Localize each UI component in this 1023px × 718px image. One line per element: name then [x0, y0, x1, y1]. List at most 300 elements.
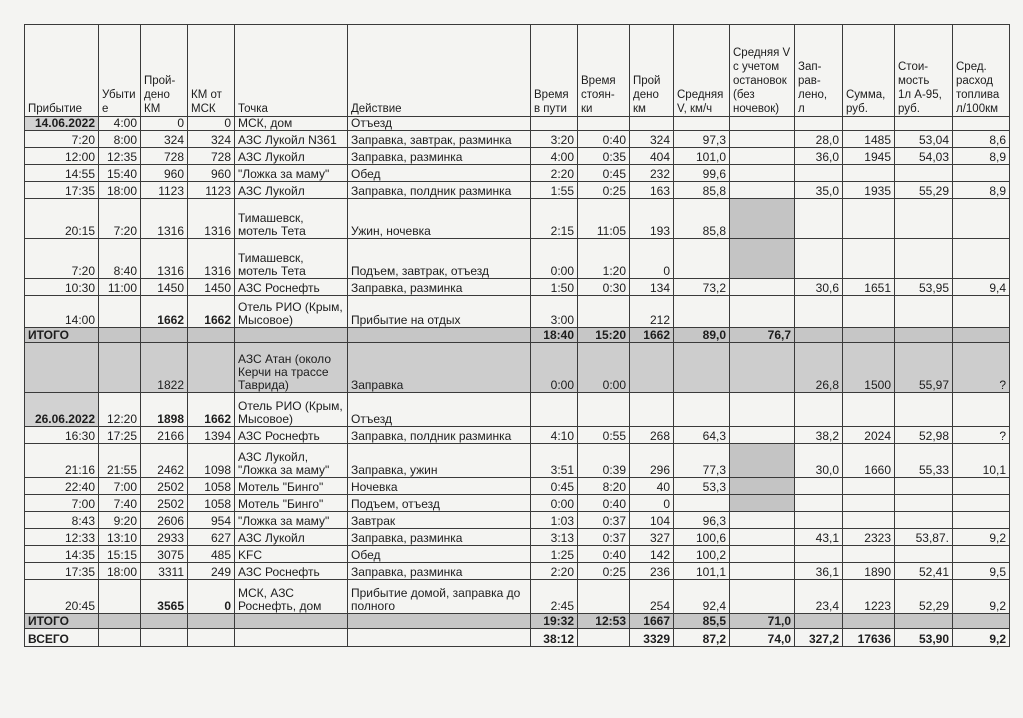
cell-leg-km: 104	[630, 512, 674, 529]
cell-price-per-liter: 54,03	[895, 148, 953, 165]
cell-stop-time: 11:05	[578, 199, 630, 239]
cell-avg-speed: 99,6	[674, 165, 730, 182]
cell-leg-km: 0	[630, 239, 674, 279]
cell-point: АЗС Лукойл	[235, 182, 348, 199]
cell-km-from-msk: 1450	[188, 279, 235, 296]
cell-fuel-consumption	[953, 546, 1010, 563]
cell-arrival: 8:43	[25, 512, 99, 529]
cell-km-traveled: 1662	[141, 296, 188, 328]
cell-fuel-consumption: 9,4	[953, 279, 1010, 296]
col-header-travel-time: Время в пути	[531, 25, 578, 117]
cell-km-from-msk	[188, 629, 235, 647]
cell-fuel-consumption: 9,5	[953, 563, 1010, 580]
cell-travel-time: 2:15	[531, 199, 578, 239]
cell-km-from-msk: 0	[188, 580, 235, 614]
cell-point: АЗС Роснефть	[235, 563, 348, 580]
cell-action: Обед	[348, 546, 531, 563]
cell-fuel-consumption: 8,9	[953, 148, 1010, 165]
cell-arrival: 17:35	[25, 563, 99, 580]
cell-price-per-liter: 52,29	[895, 580, 953, 614]
cell-departure: 17:25	[99, 427, 141, 444]
cell-avg-speed-with-stops	[730, 165, 795, 182]
cell-km-traveled: 2166	[141, 427, 188, 444]
cell-avg-speed: 97,3	[674, 131, 730, 148]
cell-refueled: 30,0	[795, 444, 843, 478]
cell-action: Завтрак	[348, 512, 531, 529]
cell-stop-time: 0:30	[578, 279, 630, 296]
cell-stop-time: 0:40	[578, 131, 630, 148]
cell-leg-km: 40	[630, 478, 674, 495]
cell-fuel-consumption	[953, 296, 1010, 328]
cell-avg-speed: 100,2	[674, 546, 730, 563]
cell-avg-speed: 89,0	[674, 328, 730, 343]
cell-sum	[843, 546, 895, 563]
table-row	[25, 427, 1010, 444]
cell-point: АЗС Лукойл, "Ложка за маму"	[235, 444, 348, 478]
cell-avg-speed-with-stops	[730, 393, 795, 427]
cell-action: Подъем, отъезд	[348, 495, 531, 512]
cell-price-per-liter	[895, 393, 953, 427]
cell-avg-speed: 87,2	[674, 629, 730, 647]
cell-avg-speed: 100,6	[674, 529, 730, 546]
cell-avg-speed-with-stops	[730, 131, 795, 148]
cell-km-from-msk: 324	[188, 131, 235, 148]
cell-travel-time: 0:00	[531, 495, 578, 512]
cell-avg-speed: 85,8	[674, 182, 730, 199]
cell-point: "Ложка за маму"	[235, 512, 348, 529]
col-header-fuel-consumption: Сред. расход топлива л/100км	[953, 25, 1010, 117]
cell-action: Ночевка	[348, 478, 531, 495]
cell-leg-km: 193	[630, 199, 674, 239]
table-row	[25, 165, 1010, 182]
cell-price-per-liter: 53,87.	[895, 529, 953, 546]
cell-km-traveled: 2606	[141, 512, 188, 529]
cell-avg-speed-with-stops	[730, 296, 795, 328]
table-row	[25, 563, 1010, 580]
cell-fuel-consumption: ?	[953, 343, 1010, 393]
cell-arrival: 16:30	[25, 427, 99, 444]
cell-stop-time: 0:37	[578, 512, 630, 529]
cell-leg-km: 142	[630, 546, 674, 563]
cell-refueled	[795, 199, 843, 239]
cell-arrival: 14:55	[25, 165, 99, 182]
cell-km-from-msk	[188, 614, 235, 629]
cell-avg-speed-with-stops	[730, 512, 795, 529]
cell-fuel-consumption	[953, 165, 1010, 182]
cell-km-from-msk	[188, 328, 235, 343]
cell-departure	[99, 614, 141, 629]
cell-avg-speed-with-stops	[730, 444, 795, 478]
col-header-arrival: Прибытие	[25, 25, 99, 117]
cell-price-per-liter: 55,97	[895, 343, 953, 393]
cell-refueled	[795, 478, 843, 495]
cell-action: Заправка, разминка	[348, 563, 531, 580]
cell-arrival	[25, 343, 99, 393]
cell-fuel-consumption: ?	[953, 427, 1010, 444]
cell-action: Заправка	[348, 343, 531, 393]
cell-refueled	[795, 165, 843, 182]
cell-refueled	[795, 117, 843, 131]
cell-km-traveled: 1450	[141, 279, 188, 296]
cell-action	[348, 629, 531, 647]
cell-km-from-msk: 485	[188, 546, 235, 563]
table-row	[25, 546, 1010, 563]
cell-km-traveled: 324	[141, 131, 188, 148]
cell-action: Заправка, завтрак, разминка	[348, 131, 531, 148]
col-header-km-traveled: Прой- дено КМ	[141, 25, 188, 117]
cell-km-traveled: 1316	[141, 239, 188, 279]
col-header-leg-km: Прой дено км	[630, 25, 674, 117]
cell-refueled: 327,2	[795, 629, 843, 647]
cell-point: АЗС Роснефть	[235, 427, 348, 444]
cell-travel-time: 2:20	[531, 563, 578, 580]
table-row	[25, 512, 1010, 529]
cell-travel-time	[531, 393, 578, 427]
trip-log-table	[24, 24, 1010, 647]
cell-stop-time: 12:53	[578, 614, 630, 629]
cell-avg-speed-with-stops: 76,7	[730, 328, 795, 343]
table-row	[25, 328, 1010, 343]
cell-sum: 1890	[843, 563, 895, 580]
cell-arrival: 7:20	[25, 131, 99, 148]
cell-action	[348, 328, 531, 343]
cell-km-from-msk: 1058	[188, 478, 235, 495]
cell-km-traveled: 2462	[141, 444, 188, 478]
cell-departure: 9:20	[99, 512, 141, 529]
cell-arrival: 12:00	[25, 148, 99, 165]
table-row	[25, 444, 1010, 478]
cell-stop-time: 0:55	[578, 427, 630, 444]
cell-sum: 1651	[843, 279, 895, 296]
cell-leg-km: 212	[630, 296, 674, 328]
cell-fuel-consumption: 9,2	[953, 580, 1010, 614]
cell-stop-time: 0:35	[578, 148, 630, 165]
cell-leg-km: 268	[630, 427, 674, 444]
cell-action: Заправка, разминка	[348, 148, 531, 165]
cell-travel-time: 0:45	[531, 478, 578, 495]
cell-arrival: ИТОГО	[25, 614, 99, 629]
cell-action: Прибытие на отдых	[348, 296, 531, 328]
cell-departure: 12:35	[99, 148, 141, 165]
table-row	[25, 117, 1010, 131]
cell-stop-time: 0:00	[578, 343, 630, 393]
cell-refueled: 28,0	[795, 131, 843, 148]
table-row	[25, 495, 1010, 512]
cell-avg-speed: 85,8	[674, 199, 730, 239]
cell-fuel-consumption	[953, 239, 1010, 279]
cell-refueled	[795, 546, 843, 563]
cell-point: Тимашевск, мотель Тета	[235, 199, 348, 239]
cell-travel-time: 18:40	[531, 328, 578, 343]
cell-avg-speed	[674, 117, 730, 131]
cell-sum: 1935	[843, 182, 895, 199]
cell-stop-time: 0:39	[578, 444, 630, 478]
cell-sum	[843, 165, 895, 182]
cell-departure: 15:15	[99, 546, 141, 563]
cell-departure	[99, 328, 141, 343]
cell-km-from-msk: 1662	[188, 393, 235, 427]
cell-stop-time	[578, 580, 630, 614]
col-header-km-from-msk: КМ от МСК	[188, 25, 235, 117]
cell-arrival: 14:35	[25, 546, 99, 563]
cell-refueled	[795, 393, 843, 427]
cell-sum	[843, 328, 895, 343]
table-row	[25, 580, 1010, 614]
cell-avg-speed: 85,5	[674, 614, 730, 629]
cell-avg-speed	[674, 495, 730, 512]
cell-avg-speed	[674, 343, 730, 393]
cell-departure: 8:40	[99, 239, 141, 279]
cell-leg-km: 324	[630, 131, 674, 148]
cell-arrival: 20:15	[25, 199, 99, 239]
cell-price-per-liter	[895, 199, 953, 239]
cell-stop-time: 1:20	[578, 239, 630, 279]
cell-sum	[843, 296, 895, 328]
cell-fuel-consumption	[953, 512, 1010, 529]
cell-sum: 1485	[843, 131, 895, 148]
cell-departure	[99, 580, 141, 614]
cell-price-per-liter	[895, 512, 953, 529]
cell-refueled	[795, 614, 843, 629]
cell-km-traveled: 0	[141, 117, 188, 131]
cell-price-per-liter: 53,95	[895, 279, 953, 296]
cell-sum: 1500	[843, 343, 895, 393]
cell-stop-time: 0:40	[578, 495, 630, 512]
cell-travel-time: 38:12	[531, 629, 578, 647]
cell-leg-km: 254	[630, 580, 674, 614]
cell-km-traveled: 728	[141, 148, 188, 165]
table-row	[25, 343, 1010, 393]
cell-km-from-msk: 627	[188, 529, 235, 546]
cell-price-per-liter	[895, 614, 953, 629]
cell-point: Мотель "Бинго"	[235, 495, 348, 512]
col-header-price-per-liter: Стои- мость 1л А-95, руб.	[895, 25, 953, 117]
cell-travel-time: 1:25	[531, 546, 578, 563]
cell-point	[235, 328, 348, 343]
cell-price-per-liter: 53,90	[895, 629, 953, 647]
cell-sum	[843, 614, 895, 629]
cell-point: "Ложка за маму"	[235, 165, 348, 182]
table-row	[25, 131, 1010, 148]
cell-avg-speed-with-stops	[730, 427, 795, 444]
col-header-stop-time: Время стоян- ки	[578, 25, 630, 117]
cell-refueled	[795, 512, 843, 529]
cell-avg-speed-with-stops	[730, 546, 795, 563]
cell-avg-speed-with-stops	[730, 478, 795, 495]
cell-departure: 7:40	[99, 495, 141, 512]
cell-action: Заправка, полдник разминка	[348, 427, 531, 444]
cell-travel-time: 19:32	[531, 614, 578, 629]
cell-fuel-consumption	[953, 478, 1010, 495]
col-header-sum: Сумма, руб.	[843, 25, 895, 117]
cell-km-traveled: 960	[141, 165, 188, 182]
col-header-refueled: Зап- рав- лено, л	[795, 25, 843, 117]
cell-km-traveled: 2502	[141, 495, 188, 512]
cell-point: Тимашевск, мотель Тета	[235, 239, 348, 279]
cell-leg-km	[630, 343, 674, 393]
cell-km-from-msk: 1058	[188, 495, 235, 512]
cell-price-per-liter	[895, 117, 953, 131]
cell-km-from-msk: 1123	[188, 182, 235, 199]
cell-departure: 7:00	[99, 478, 141, 495]
col-header-point: Точка	[235, 25, 348, 117]
cell-travel-time: 0:00	[531, 343, 578, 393]
cell-fuel-consumption: 9,2	[953, 529, 1010, 546]
cell-fuel-consumption: 8,6	[953, 131, 1010, 148]
cell-travel-time: 3:51	[531, 444, 578, 478]
cell-price-per-liter	[895, 239, 953, 279]
cell-leg-km: 404	[630, 148, 674, 165]
cell-sum	[843, 239, 895, 279]
cell-action: Подъем, завтрак, отъезд	[348, 239, 531, 279]
col-header-avg-speed-with-stops: Средняя V с учетом остановок (без ночевок)	[730, 25, 795, 117]
cell-leg-km: 134	[630, 279, 674, 296]
cell-fuel-consumption: 9,2	[953, 629, 1010, 647]
cell-avg-speed-with-stops	[730, 148, 795, 165]
col-header-avg-speed: Средняя V, км/ч	[674, 25, 730, 117]
cell-travel-time: 1:55	[531, 182, 578, 199]
cell-km-from-msk: 1662	[188, 296, 235, 328]
cell-travel-time: 4:00	[531, 148, 578, 165]
cell-point: Отель РИО (Крым, Мысовое)	[235, 393, 348, 427]
cell-action: Прибытие домой, заправка до полного	[348, 580, 531, 614]
cell-travel-time: 0:00	[531, 239, 578, 279]
cell-km-traveled: 2502	[141, 478, 188, 495]
cell-arrival: 26.06.2022	[25, 393, 99, 427]
cell-km-traveled: 2933	[141, 529, 188, 546]
table-row	[25, 529, 1010, 546]
cell-sum: 1945	[843, 148, 895, 165]
cell-km-traveled: 1822	[141, 343, 188, 393]
cell-price-per-liter	[895, 495, 953, 512]
cell-stop-time: 0:25	[578, 182, 630, 199]
cell-arrival: 21:16	[25, 444, 99, 478]
cell-price-per-liter	[895, 165, 953, 182]
cell-arrival: ИТОГО	[25, 328, 99, 343]
cell-sum: 2323	[843, 529, 895, 546]
cell-km-from-msk	[188, 343, 235, 393]
col-header-departure: Убыти е	[99, 25, 141, 117]
cell-sum	[843, 512, 895, 529]
cell-price-per-liter: 55,29	[895, 182, 953, 199]
cell-travel-time: 4:10	[531, 427, 578, 444]
cell-travel-time: 1:03	[531, 512, 578, 529]
cell-point: АЗС Лукойл N361	[235, 131, 348, 148]
cell-avg-speed-with-stops	[730, 580, 795, 614]
cell-arrival: 22:40	[25, 478, 99, 495]
cell-km-from-msk: 1098	[188, 444, 235, 478]
cell-arrival: 7:20	[25, 239, 99, 279]
cell-avg-speed-with-stops	[730, 495, 795, 512]
cell-point: МСК, дом	[235, 117, 348, 131]
cell-leg-km: 3329	[630, 629, 674, 647]
cell-departure: 4:00	[99, 117, 141, 131]
cell-price-per-liter: 52,41	[895, 563, 953, 580]
cell-departure: 21:55	[99, 444, 141, 478]
table-row	[25, 148, 1010, 165]
cell-km-traveled: 3075	[141, 546, 188, 563]
cell-price-per-liter: 55,33	[895, 444, 953, 478]
cell-km-from-msk: 954	[188, 512, 235, 529]
cell-action: Заправка, полдник разминка	[348, 182, 531, 199]
cell-travel-time: 1:50	[531, 279, 578, 296]
cell-refueled	[795, 296, 843, 328]
cell-arrival: 7:00	[25, 495, 99, 512]
cell-leg-km	[630, 117, 674, 131]
cell-arrival: 14:00	[25, 296, 99, 328]
cell-fuel-consumption	[953, 393, 1010, 427]
cell-point: МСК, АЗС Роснефть, дом	[235, 580, 348, 614]
cell-sum	[843, 393, 895, 427]
cell-stop-time	[578, 117, 630, 131]
cell-departure: 12:20	[99, 393, 141, 427]
cell-travel-time: 3:20	[531, 131, 578, 148]
cell-stop-time: 8:20	[578, 478, 630, 495]
cell-sum: 1660	[843, 444, 895, 478]
cell-leg-km: 163	[630, 182, 674, 199]
cell-price-per-liter	[895, 478, 953, 495]
cell-refueled: 36,1	[795, 563, 843, 580]
cell-arrival: ВСЕГО	[25, 629, 99, 647]
cell-avg-speed: 92,4	[674, 580, 730, 614]
cell-stop-time: 0:45	[578, 165, 630, 182]
cell-avg-speed-with-stops: 71,0	[730, 614, 795, 629]
cell-avg-speed: 101,1	[674, 563, 730, 580]
cell-leg-km: 232	[630, 165, 674, 182]
cell-refueled: 35,0	[795, 182, 843, 199]
cell-arrival: 20:45	[25, 580, 99, 614]
cell-action: Заправка, ужин	[348, 444, 531, 478]
cell-action	[348, 614, 531, 629]
cell-refueled	[795, 495, 843, 512]
cell-avg-speed	[674, 393, 730, 427]
cell-arrival: 17:35	[25, 182, 99, 199]
cell-leg-km	[630, 393, 674, 427]
cell-departure: 13:10	[99, 529, 141, 546]
cell-price-per-liter	[895, 328, 953, 343]
cell-sum: 1223	[843, 580, 895, 614]
cell-km-from-msk: 1316	[188, 239, 235, 279]
cell-km-traveled: 1898	[141, 393, 188, 427]
cell-stop-time: 15:20	[578, 328, 630, 343]
cell-avg-speed-with-stops	[730, 343, 795, 393]
cell-travel-time: 3:00	[531, 296, 578, 328]
cell-price-per-liter	[895, 296, 953, 328]
cell-stop-time: 0:37	[578, 529, 630, 546]
cell-refueled: 30,6	[795, 279, 843, 296]
cell-fuel-consumption	[953, 495, 1010, 512]
table-row	[25, 629, 1010, 647]
cell-action: Заправка, разминка	[348, 529, 531, 546]
cell-departure	[99, 343, 141, 393]
cell-travel-time: 3:13	[531, 529, 578, 546]
cell-km-from-msk: 0	[188, 117, 235, 131]
cell-leg-km: 1667	[630, 614, 674, 629]
cell-arrival: 12:33	[25, 529, 99, 546]
cell-leg-km: 0	[630, 495, 674, 512]
cell-km-traveled: 3311	[141, 563, 188, 580]
cell-avg-speed-with-stops	[730, 117, 795, 131]
cell-avg-speed-with-stops	[730, 239, 795, 279]
cell-km-from-msk: 1394	[188, 427, 235, 444]
cell-departure: 15:40	[99, 165, 141, 182]
cell-stop-time	[578, 393, 630, 427]
cell-leg-km: 1662	[630, 328, 674, 343]
cell-km-traveled: 1316	[141, 199, 188, 239]
cell-travel-time: 2:20	[531, 165, 578, 182]
cell-point	[235, 629, 348, 647]
cell-avg-speed-with-stops	[730, 199, 795, 239]
